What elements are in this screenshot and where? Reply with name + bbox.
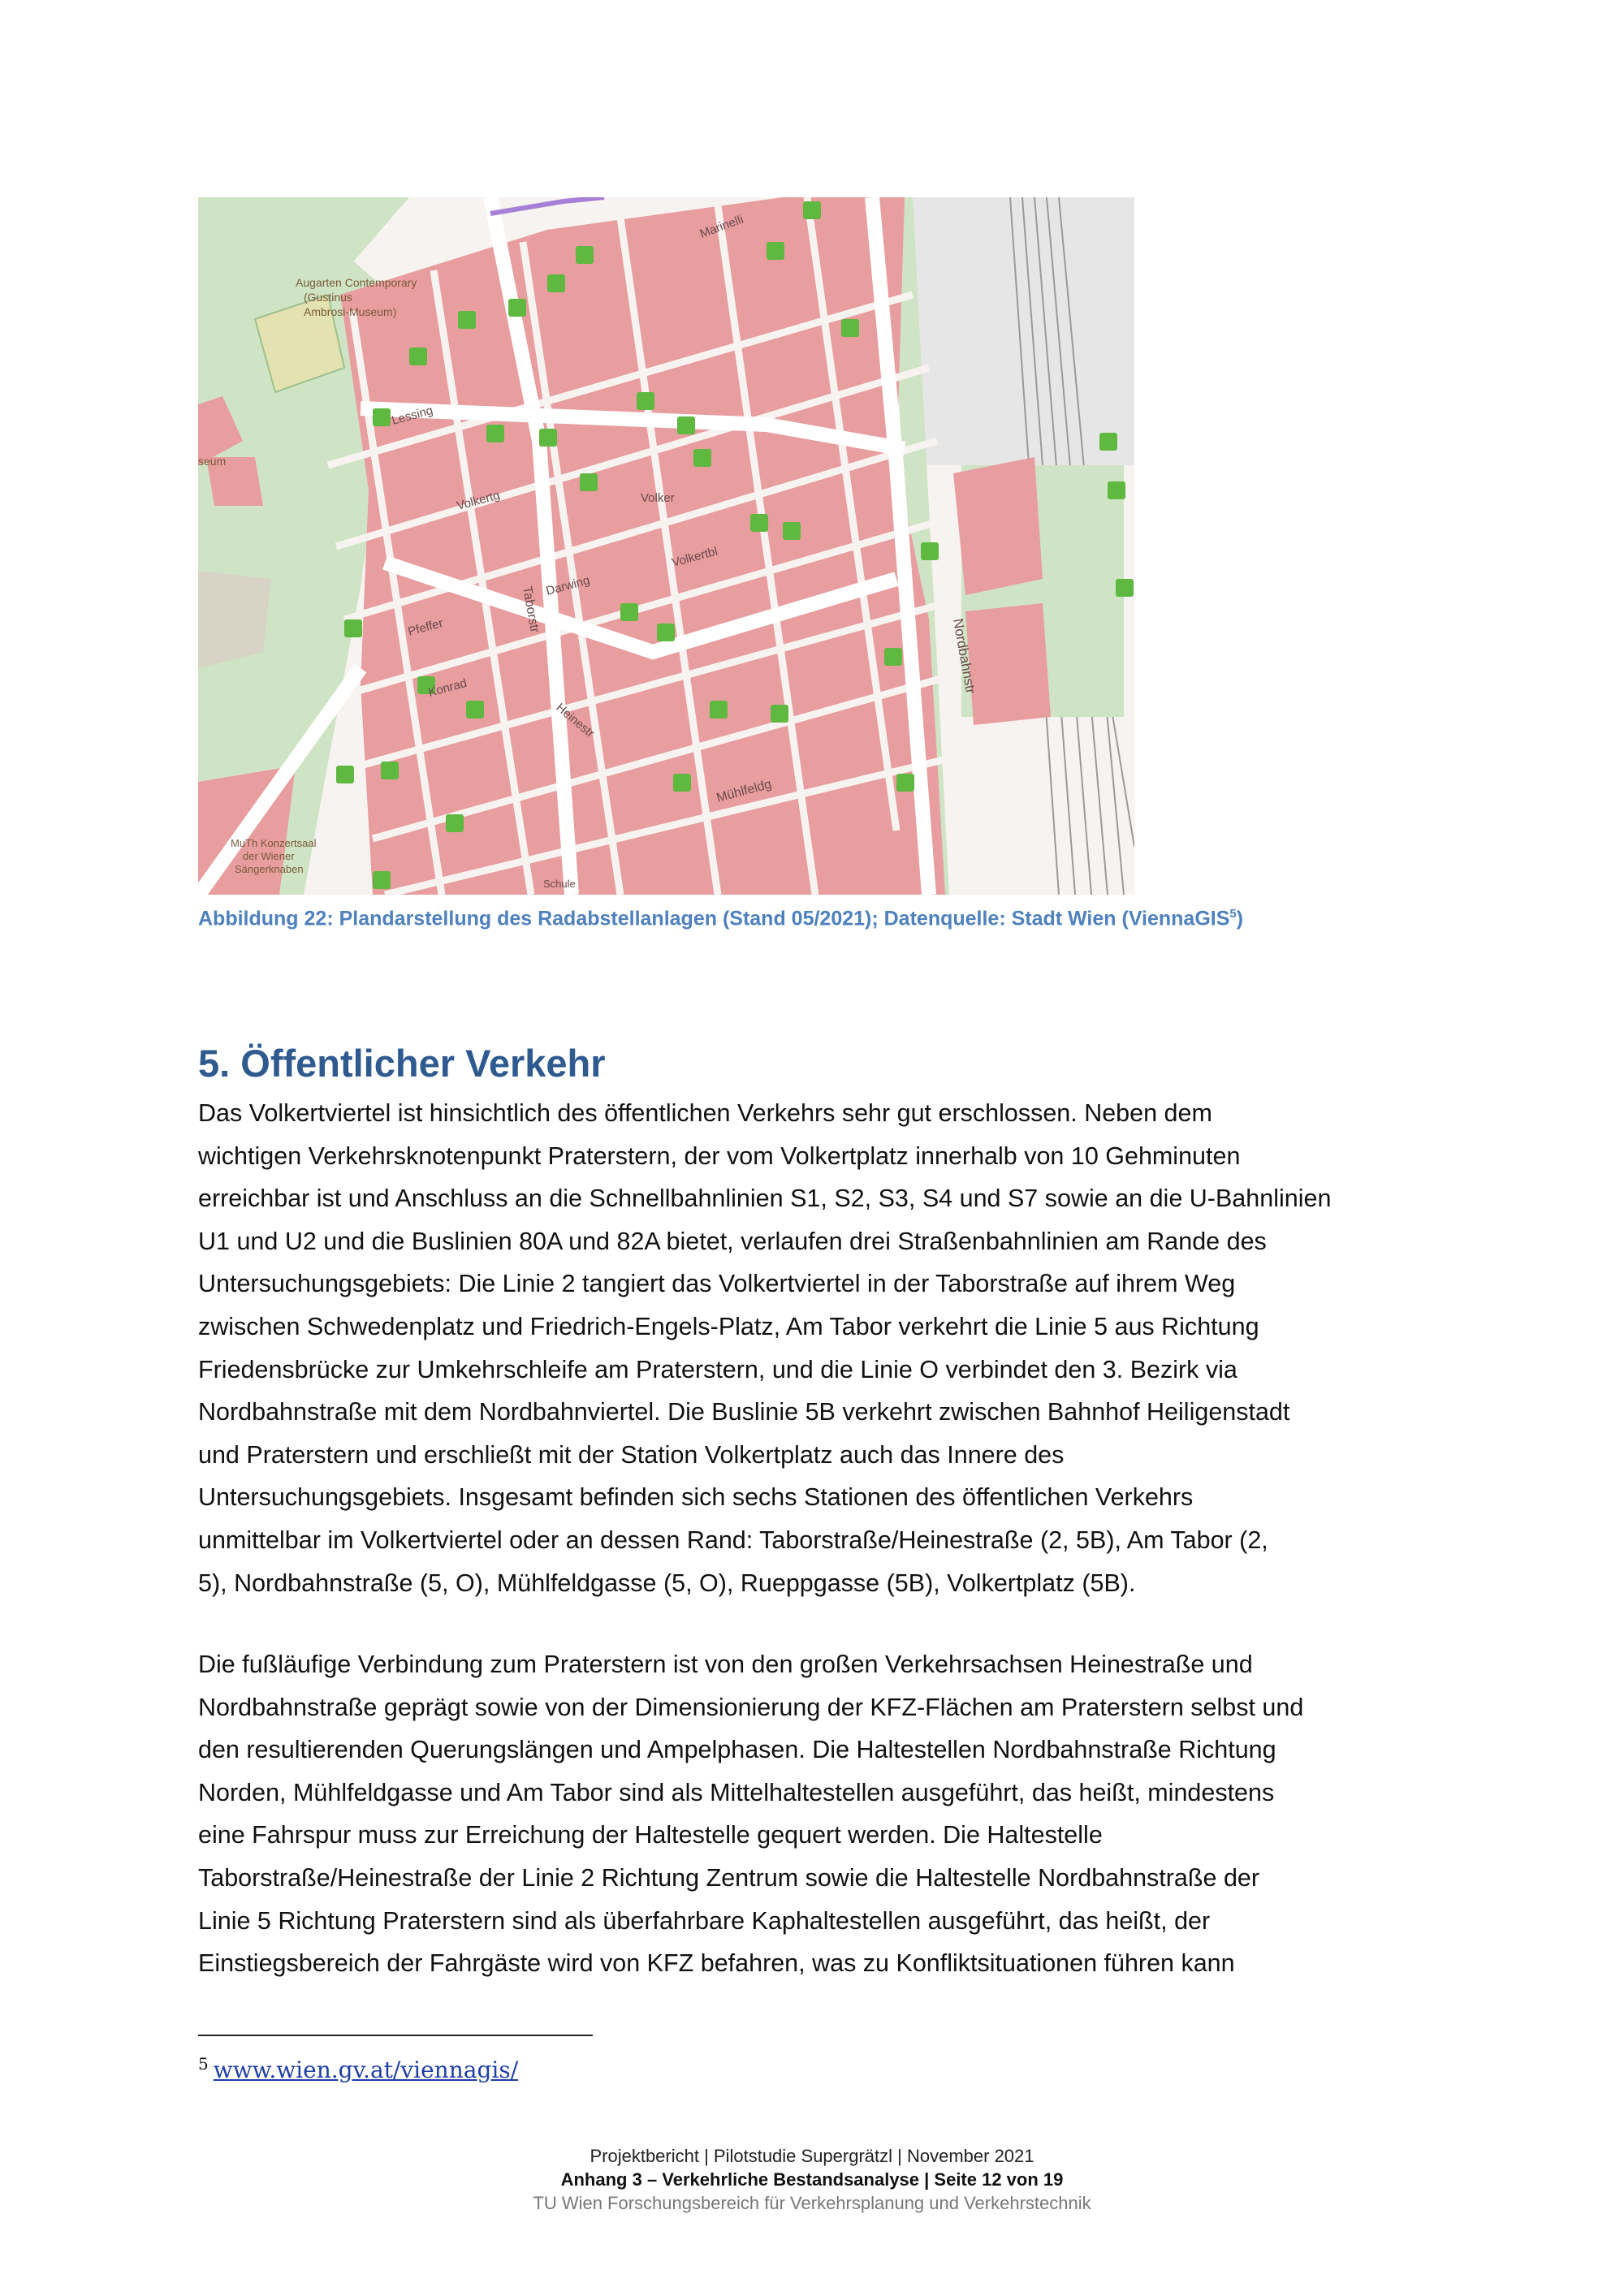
footer-line-2: Anhang 3 – Verkehrliche Bestandsanalyse | Seite 12 von 19 [560,2169,1064,2190]
bike-parking-icon [409,347,427,365]
bike-parking-icon [767,242,784,260]
bike-parking-icon [580,473,598,491]
map-label: Schule [543,878,576,890]
footnote-number: 5 [198,2054,209,2074]
bike-parking-icon [1108,481,1125,499]
bike-parking-icon [446,814,464,832]
bike-parking-icon [783,522,801,540]
map-label: Volkertg [455,488,502,513]
bike-parking-icon [539,429,557,447]
paragraph-2 [198,1643,1449,1985]
map-label: Volker [641,491,675,505]
rail-area [913,197,1134,465]
bike-parking-icon [750,514,768,532]
bike-parking-icon [373,408,391,426]
map-label: seum [198,455,227,468]
text-line: Einstiegsbereich der Fahrgäste wird von KFZ befahren, was zu Konfliktsituationen führen kann [198,1949,1235,1978]
map-label: (Gustinus [304,291,352,304]
bike-parking-icon [466,701,484,719]
caption-end: ) [1236,907,1244,930]
map-label: Ambrosi-Museum) [304,305,397,318]
bike-parking-icon [803,201,821,219]
text-line: wichtigen Verkehrsknotenpunkt Praterstern, der vom Volkertplatz innerhalb von 10 Gehminuten [198,1142,1241,1170]
bike-parking-icon [884,648,902,666]
text-line: Friedensbrücke zur Umkehrschleife am Praterstern, und die Linie O verbindet den 3. Bezirk via [198,1355,1237,1383]
map-label: Sängerknaben [235,863,304,875]
text-line: und Praterstern und erschließt mit der Station Volkertplatz auch das Innere des [198,1440,1065,1469]
bike-parking-icon [458,311,476,329]
footer-line-3: TU Wien Forschungsbereich für Verkehrsplanung und Verkehrstechnik [533,2193,1091,2213]
map-label: Volkertbl [670,544,719,570]
text-line: Das Volkertviertel ist hinsichtlich des öffentlichen Verkehrs sehr gut erschlossen. Neben dem [198,1099,1212,1127]
bike-parking-icon [344,619,362,637]
bike-parking-icon [921,542,939,560]
map-label: Konrad [426,675,469,700]
text-line: unmittelbar im Volkertviertel oder an dessen Rand: Taborstraße/Heinestraße (2, 5B), Am Tabor (2, [198,1526,1268,1554]
footnote [198,2048,518,2087]
paragraph-1 [198,1092,1449,1604]
bike-parking-icon [677,416,695,434]
building-block [965,603,1051,725]
bike-parking-icon [547,274,565,292]
text-line: Untersuchungsgebiets: Die Linie 2 tangiert das Volkertviertel in der Taborstraße auf ihrem Weg [198,1270,1236,1298]
map-label: Mühlfeldg [715,777,774,805]
map-label: Nordbahnstr [950,617,979,695]
bike-parking-icon [657,624,675,641]
bike-parking-icon [896,774,914,792]
footnote-divider [198,2035,593,2036]
bike-parking-icon [710,701,728,719]
text-line: Nordbahnstraße geprägt sowie von der Dimensionierung der KFZ-Flächen am Praterstern selbst und [198,1693,1304,1721]
bike-parking-icon [381,762,399,779]
bike-parking-icon [637,392,654,410]
bike-parking-icon [841,319,859,337]
bike-parking-icon [673,774,691,792]
bike-parking-icon [1116,579,1134,597]
text-line: Untersuchungsgebiets. Insgesamt befinden sich sechs Stationen des öffentlichen Verkehrs [198,1483,1194,1512]
building-block [953,457,1043,595]
map-label: Heinestr [553,701,598,740]
map-label: der Wiener [243,850,295,862]
text-line: Nordbahnstraße mit dem Nordbahnviertel. Die Buslinie 5B verkehrt zwischen Bahnhof Heiligenstadt [198,1398,1290,1426]
bike-parking-icon [1099,433,1117,451]
text-line: Linie 5 Richtung Praterstern sind als überfahrbare Kaphaltestellen ausgeführt, das heißt, der [198,1906,1211,1935]
text-line: den resultierenden Querungslängen und Ampelphasen. Die Haltestellen Nordbahnstraße Richtung [198,1736,1276,1764]
bike-parking-icon [373,871,391,889]
bike-parking-icon [508,299,526,317]
footer-line-1: Projektbericht | Pilotstudie Supergrätzl | November 2021 [590,2146,1034,2166]
bike-parking-icon [620,603,638,621]
map-label: Augarten Contemporary [296,276,417,289]
map-figure [198,197,1134,895]
map-label: Lessing [390,404,434,428]
map-label: Marinelli [698,212,745,241]
text-line: Norden, Mühlfeldgasse und Am Tabor sind als Mittelhaltestellen ausgeführt, das heißt, mindestens [198,1778,1275,1806]
bike-parking-icon [693,449,711,467]
text-line: 5), Nordbahnstraße (5, O), Mühlfeldgasse (5, O), Rueppgasse (5B), Volkertplatz (5B). [198,1569,1136,1597]
caption-footnote-ref: 5 [1229,907,1237,921]
map-label: Darwing [544,573,592,598]
map-label: Taborstr [520,585,542,634]
map-label: MuTh Konzertsaal [231,837,317,849]
footnote-link[interactable]: www.wien.gv.at/viennagis/ [213,2056,519,2084]
bike-parking-icon [771,705,788,723]
text-line: Die fußläufige Verbindung zum Praterstern ist von den großen Verkehrsachsen Heinestraße und [198,1651,1253,1678]
text-line: zwischen Schwedenplatz und Friedrich-Engels-Platz, Am Tabor verkehrt die Linie 5 aus Richtung [198,1312,1259,1340]
bike-parking-icon [576,246,594,264]
caption-text: Abbildung 22: Plandarstellung des Radabstellanlagen (Stand 05/2021); Datenquelle: Stadt Wien (ViennaGIS [198,907,1230,930]
figure-caption [198,900,1579,933]
text-line: eine Fahrspur muss zur Erreichung der Haltestelle gequert werden. Die Haltestelle [198,1821,1103,1849]
map-label: Pfeffer [406,616,445,639]
text-line: erreichbar ist und Anschluss an die Schnellbahnlinien S1, S2, S3, S4 und S7 sowie an die U-Bahnlinien [198,1185,1332,1213]
section-heading: 5. Öffentlicher Verkehr [198,1042,606,1085]
bike-parking-icon [336,766,354,783]
bike-parking-icon [486,425,504,442]
text-line: U1 und U2 und die Buslinien 80A und 82A bietet, verlaufen drei Straßenbahnlinien am Rande des [198,1227,1267,1255]
text-line: Taborstraße/Heinestraße der Linie 2 Richtung Zentrum sowie die Haltestelle Nordbahnstraße der [198,1863,1260,1892]
